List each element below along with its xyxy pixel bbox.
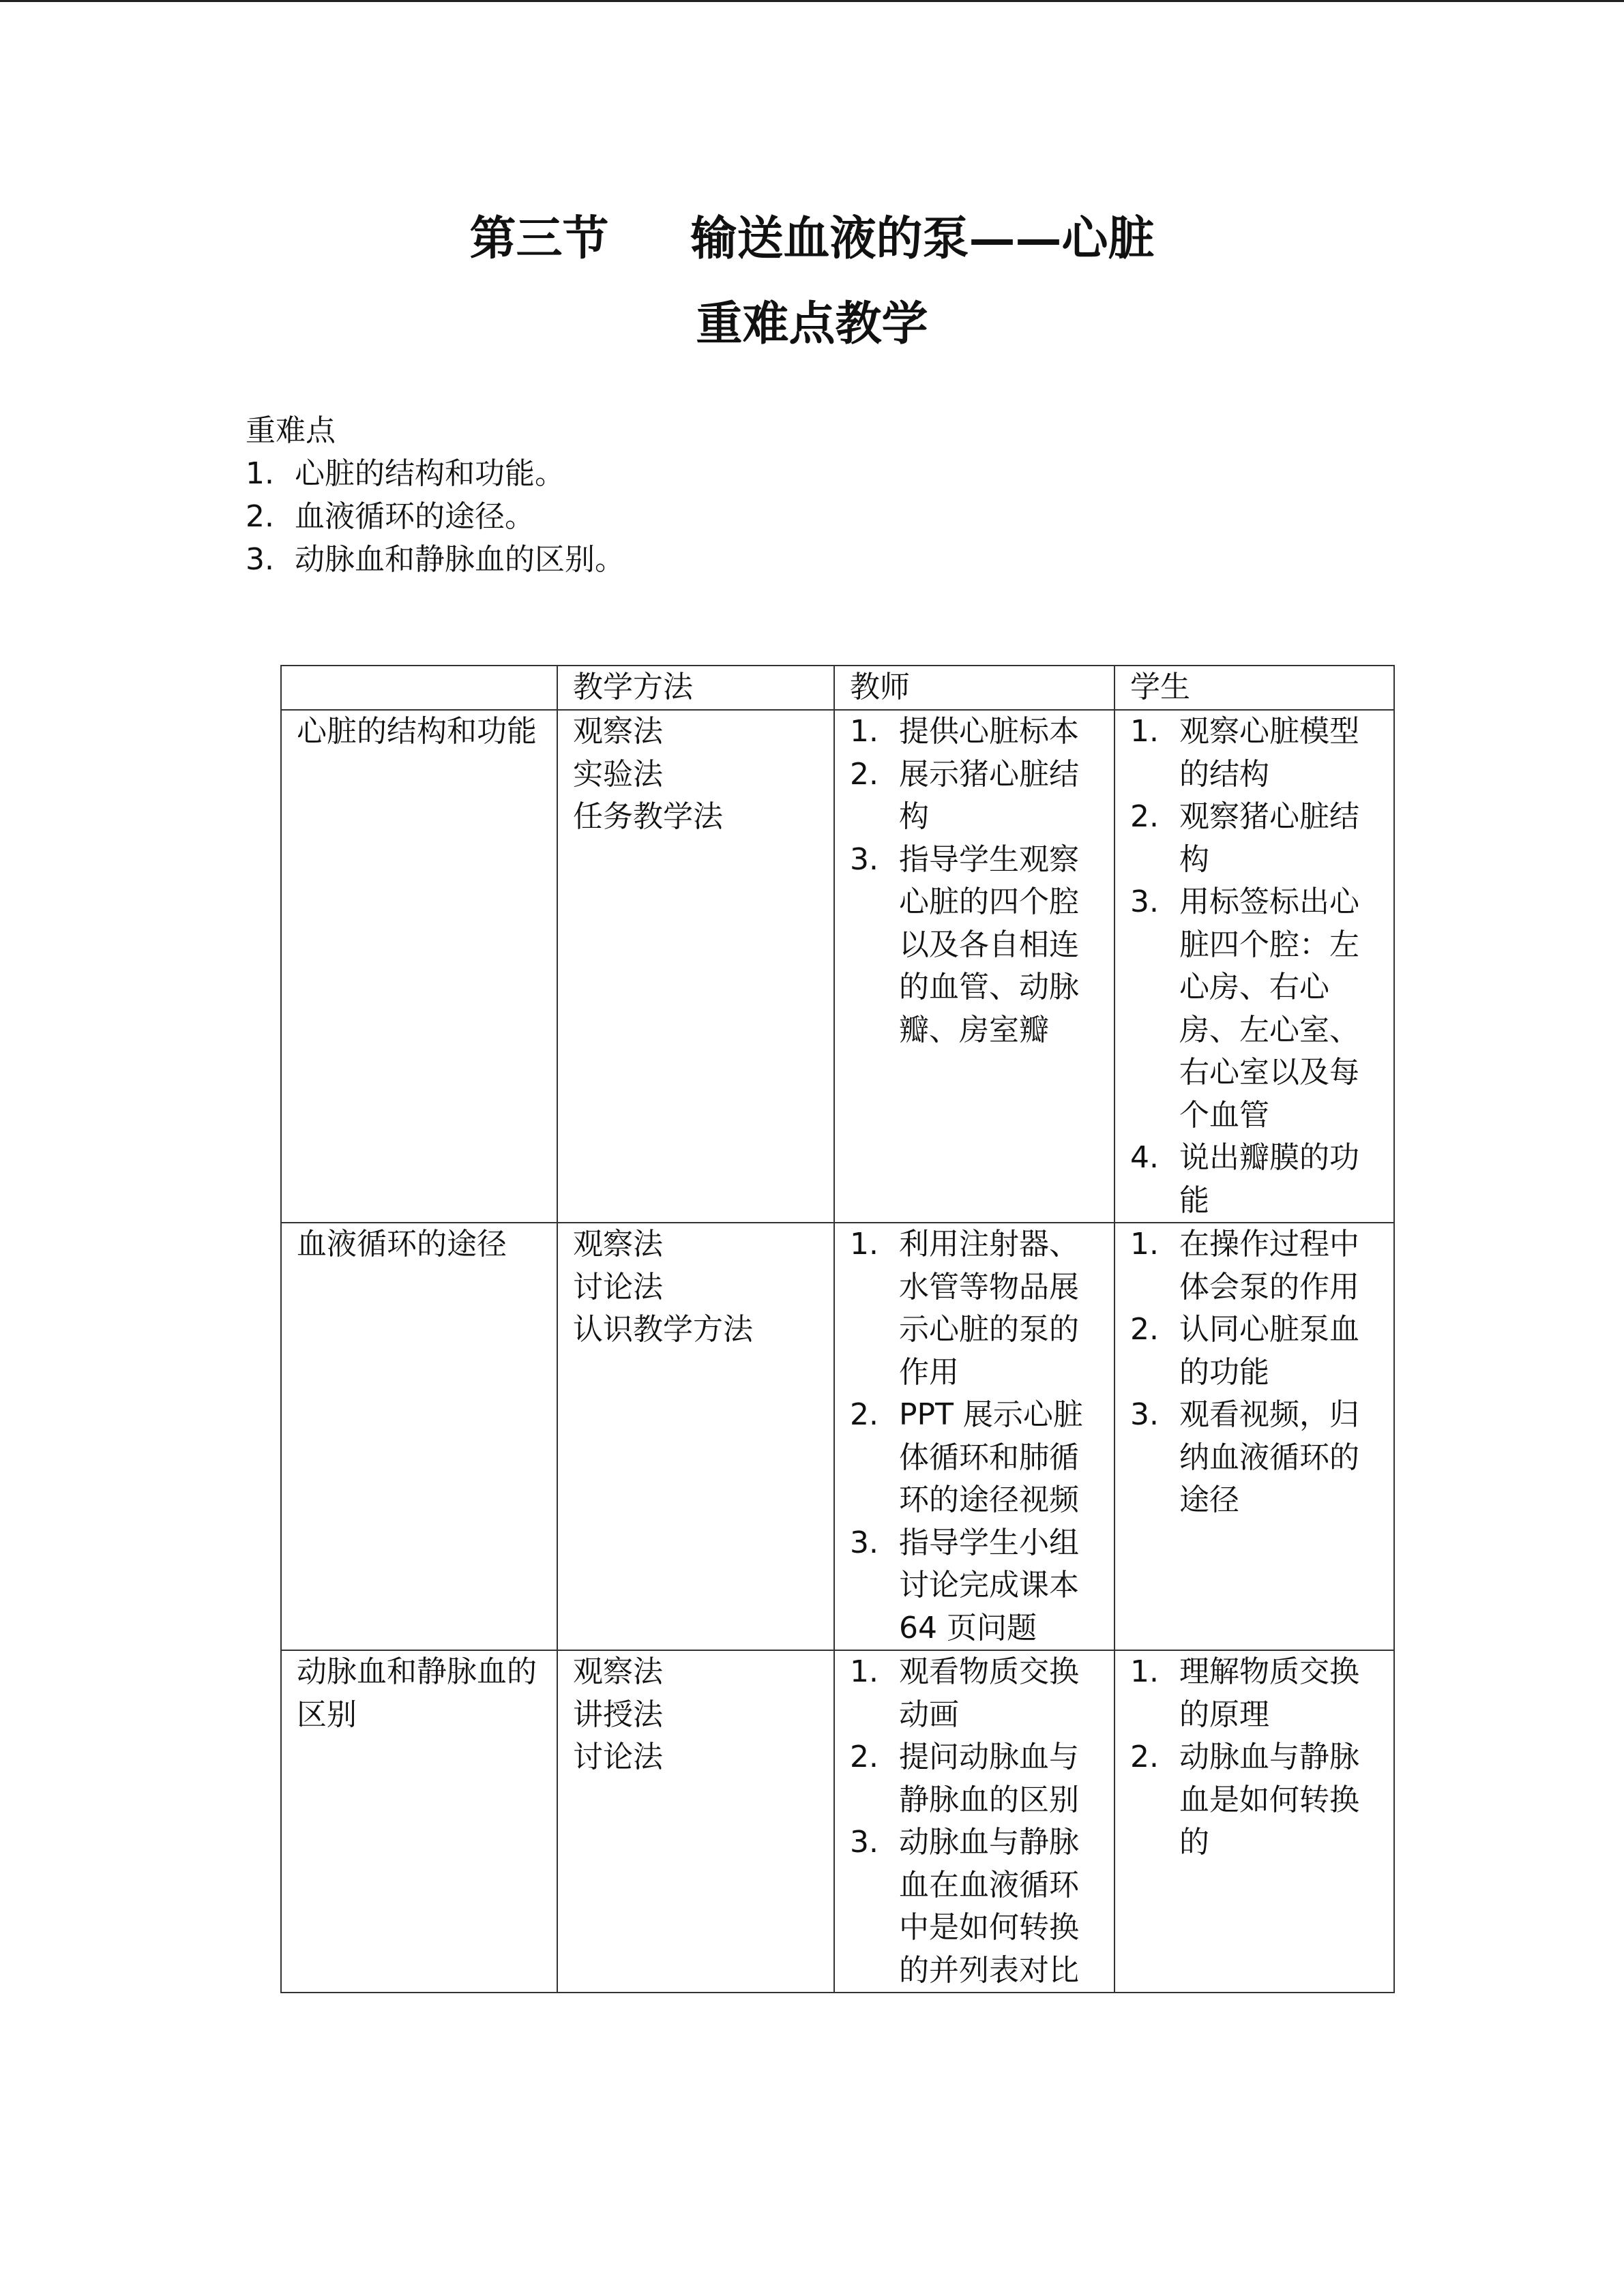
list-number: 3. bbox=[850, 841, 879, 877]
key-point-text: 动脉血和静脉血的区别。 bbox=[295, 542, 625, 577]
top-border-line bbox=[0, 0, 1624, 2]
teacher-activity-list bbox=[850, 1651, 1099, 1992]
list-number: 1. bbox=[1130, 1654, 1159, 1689]
list-item bbox=[850, 1821, 1099, 1992]
methods-cell bbox=[557, 710, 834, 1223]
student-activity-list bbox=[1130, 1223, 1378, 1522]
teaching-plan-table bbox=[280, 665, 1395, 1993]
list-item bbox=[1130, 1309, 1378, 1394]
teacher-activity-list bbox=[850, 711, 1099, 1052]
teacher-cell bbox=[834, 710, 1114, 1223]
list-item bbox=[850, 1223, 1099, 1394]
list-number: 1. bbox=[850, 1227, 879, 1262]
list-text: 利用注射器、水管等物品展示心脏的泵的作用 bbox=[899, 1227, 1079, 1390]
list-number: 3. bbox=[1130, 1397, 1159, 1432]
list-text: 指导学生观察心脏的四个腔以及各自相连的血管、动脉瓣、房室瓣 bbox=[899, 841, 1079, 1047]
list-number: 2. bbox=[1130, 799, 1159, 834]
list-item bbox=[1130, 1651, 1378, 1736]
table-row bbox=[281, 1650, 1394, 1993]
list-text: 用标签标出心脏四个腔：左心房、右心房、左心室、右心室以及每个血管 bbox=[1179, 884, 1359, 1133]
list-item bbox=[1130, 1137, 1378, 1222]
table-row bbox=[281, 710, 1394, 1223]
header-student: 学生 bbox=[1114, 666, 1394, 710]
key-point-item bbox=[246, 452, 625, 495]
list-item bbox=[850, 839, 1099, 1052]
key-point-number: 2. bbox=[246, 499, 274, 534]
key-point-text: 血液循环的途径。 bbox=[295, 499, 535, 534]
key-points-list bbox=[246, 452, 625, 581]
teacher-cell bbox=[834, 1650, 1114, 1993]
list-text: 提供心脏标本 bbox=[899, 714, 1079, 749]
list-number: 1. bbox=[1130, 714, 1159, 749]
list-item bbox=[850, 1394, 1099, 1522]
list-text: 观察猪心脏结构 bbox=[1179, 799, 1359, 877]
list-text: 观察心脏模型的结构 bbox=[1179, 714, 1359, 792]
topic-cell: 血液循环的途径 bbox=[281, 1223, 557, 1650]
list-text: 在操作过程中体会泵的作用 bbox=[1179, 1227, 1359, 1304]
methods-cell bbox=[557, 1650, 834, 1993]
list-text: 认同心脏泵血的功能 bbox=[1179, 1312, 1359, 1390]
list-number: 1. bbox=[850, 714, 879, 749]
list-text: 指导学生小组讨论完成课本 64 页问题 bbox=[899, 1525, 1079, 1645]
key-points-heading: 重难点 bbox=[246, 413, 336, 448]
list-text: PPT 展示心脏体循环和肺循环的途径视频 bbox=[899, 1397, 1083, 1517]
method-item: 讨论法 bbox=[573, 1740, 663, 1774]
method-item: 观察法 bbox=[573, 1654, 663, 1689]
list-text: 观看物质交换动画 bbox=[899, 1654, 1079, 1732]
list-text: 动脉血与静脉血在血液循环中是如何转换的并列表对比 bbox=[899, 1825, 1079, 1988]
methods-cell bbox=[557, 1223, 834, 1650]
method-item: 任务教学法 bbox=[573, 799, 723, 834]
header-teacher: 教师 bbox=[834, 666, 1114, 710]
student-activity-list bbox=[1130, 711, 1378, 1222]
topic-cell: 心脏的结构和功能 bbox=[281, 710, 557, 1223]
list-number: 4. bbox=[1130, 1140, 1159, 1175]
table-row bbox=[281, 1223, 1394, 1650]
key-point-number: 1. bbox=[246, 456, 274, 491]
list-number: 1. bbox=[850, 1654, 879, 1689]
key-point-number: 3. bbox=[246, 542, 274, 577]
method-item: 实验法 bbox=[573, 756, 663, 792]
method-item: 讲授法 bbox=[573, 1697, 663, 1732]
table-header-row bbox=[281, 666, 1394, 710]
list-item bbox=[1130, 1223, 1378, 1309]
teacher-cell bbox=[834, 1223, 1114, 1650]
list-number: 2. bbox=[1130, 1312, 1159, 1347]
student-activity-list bbox=[1130, 1651, 1378, 1864]
student-cell bbox=[1114, 710, 1394, 1223]
list-item bbox=[1130, 881, 1378, 1137]
key-point-text: 心脏的结构和功能。 bbox=[295, 456, 565, 491]
list-item bbox=[850, 1736, 1099, 1821]
list-number: 2. bbox=[850, 1397, 879, 1432]
list-item bbox=[850, 1651, 1099, 1736]
list-item bbox=[850, 754, 1099, 839]
topic-cell: 动脉血和静脉血的区别 bbox=[281, 1650, 557, 1993]
key-point-item bbox=[246, 495, 625, 538]
list-item bbox=[1130, 711, 1378, 796]
list-text: 理解物质交换的原理 bbox=[1179, 1654, 1359, 1732]
key-point-item bbox=[246, 538, 625, 581]
page-subtitle: 重难点教学 bbox=[696, 297, 928, 351]
list-number: 3. bbox=[850, 1825, 879, 1860]
teacher-activity-list bbox=[850, 1223, 1099, 1650]
list-number: 3. bbox=[1130, 884, 1159, 919]
header-teaching-method: 教学方法 bbox=[557, 666, 834, 710]
list-item bbox=[1130, 796, 1378, 881]
list-text: 展示猪心脏结构 bbox=[899, 756, 1079, 834]
list-item bbox=[1130, 1736, 1378, 1864]
section-topic: 输送血液的泵——心脏 bbox=[690, 211, 1155, 266]
method-item: 观察法 bbox=[573, 714, 663, 749]
key-points-section bbox=[246, 409, 625, 581]
student-cell bbox=[1114, 1223, 1394, 1650]
list-number: 3. bbox=[850, 1525, 879, 1560]
list-number: 2. bbox=[850, 756, 879, 792]
method-item: 观察法 bbox=[573, 1227, 663, 1262]
list-number: 2. bbox=[850, 1740, 879, 1774]
list-text: 观看视频，归纳血液循环的途径 bbox=[1179, 1397, 1359, 1517]
method-item: 认识教学方法 bbox=[573, 1312, 753, 1347]
section-number: 第三节 bbox=[469, 211, 609, 266]
list-item bbox=[1130, 1394, 1378, 1522]
list-item bbox=[850, 1522, 1099, 1650]
list-text: 动脉血与静脉血是如何转换的 bbox=[1179, 1740, 1359, 1860]
list-text: 说出瓣膜的功能 bbox=[1179, 1140, 1359, 1218]
list-number: 2. bbox=[1130, 1740, 1159, 1774]
list-number: 1. bbox=[1130, 1227, 1159, 1262]
list-text: 提问动脉血与静脉血的区别 bbox=[899, 1740, 1079, 1817]
page-title bbox=[0, 211, 1624, 266]
method-item: 讨论法 bbox=[573, 1269, 663, 1304]
list-item bbox=[850, 711, 1099, 754]
student-cell bbox=[1114, 1650, 1394, 1993]
header-topic bbox=[281, 666, 557, 710]
